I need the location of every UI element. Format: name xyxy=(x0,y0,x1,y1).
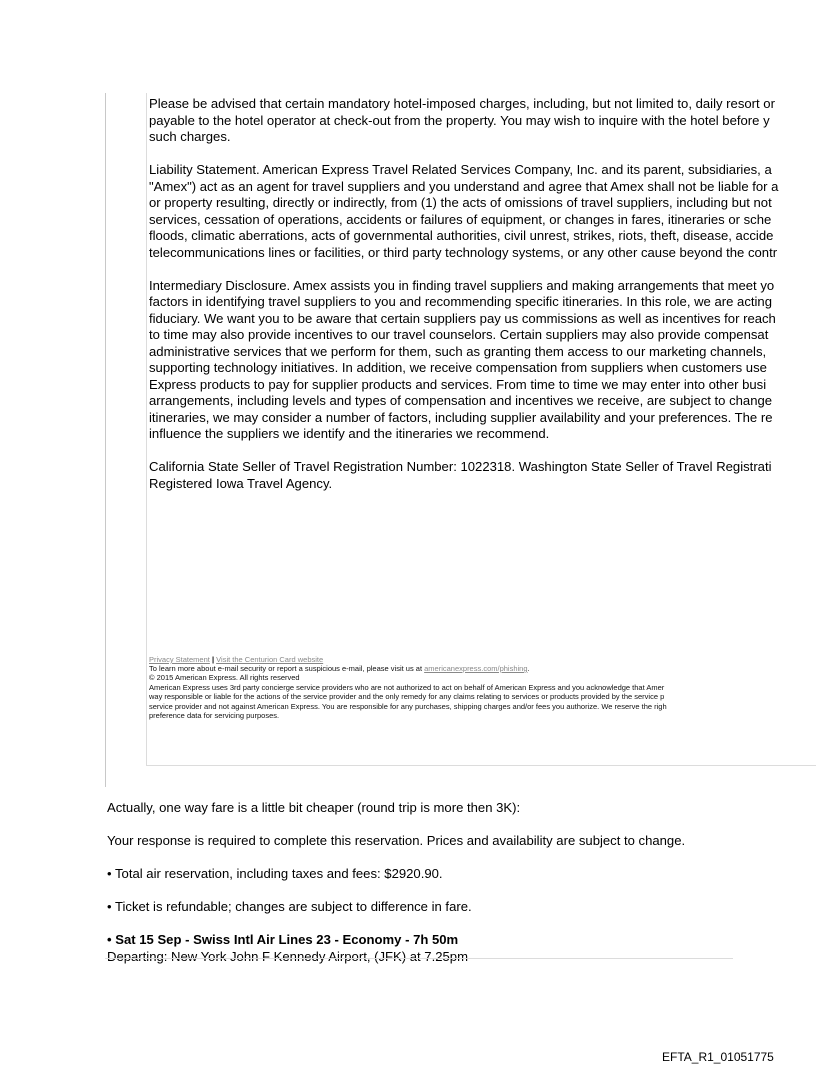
text-line: to time may also provide incentives to our travel counselors. Certain suppliers may also provide compensat xyxy=(149,327,769,342)
disclaimer-line: service provider and not against American Express. You are responsible for any purchases, shipping charges and/or fees you authorize. We reserve the righ xyxy=(149,701,667,711)
intermediary-paragraph xyxy=(149,278,816,443)
text-line: factors in identifying travel suppliers to you and recommending specific itineraries. In this role, we are acting xyxy=(149,294,772,309)
text-line: such charges. xyxy=(149,129,231,144)
departing-line: Departing: New York John F Kennedy Airport, (JFK) at 7.25pm xyxy=(107,948,468,964)
text-line: Express products to pay for supplier products and services. From time to time we may enter into other busi xyxy=(149,376,767,392)
link-separator: | xyxy=(211,655,215,664)
flight-title: • Sat 15 Sep - Swiss Intl Air Lines 23 - Economy - 7h 50m xyxy=(107,932,459,947)
text-line: or property resulting, directly or indirectly, from (1) the acts of omissions of travel suppliers, including but not xyxy=(149,195,772,210)
text-line: services, cessation of operations, accidents or failures of equipment, or changes in fares, itineraries or sche xyxy=(149,211,772,227)
text-line: Intermediary Disclosure. Amex assists you in finding travel suppliers and making arrangements that meet yo xyxy=(149,277,775,293)
reply-intro: Actually, one way fare is a little bit cheaper (round trip is more then 3K): xyxy=(107,800,521,815)
quoted-email xyxy=(146,93,816,766)
text-line: California State Seller of Travel Registration Number: 1022318. Washington State Seller of Travel Registrati xyxy=(149,459,772,474)
text-line: fiduciary. We want you to be aware that certain suppliers pay us commissions as well as incentives for reach xyxy=(149,310,776,326)
disclaimer-line: preference data for servicing purposes. xyxy=(149,711,280,721)
disclaimer-line: way responsible or liable for the actions of the service provider and the only remedy for any claims relating to services or products provided by the service p xyxy=(149,692,665,702)
text-line: Liability Statement. American Express Travel Related Services Company, Inc. and its parent, subsidiaries, a xyxy=(149,162,772,177)
reply-required-notice: Your response is required to complete this reservation. Prices and availability are subject to change. xyxy=(107,833,686,848)
security-notice xyxy=(149,664,816,673)
quote-rule-outer xyxy=(105,93,106,787)
security-text: To learn more about e-mail security or report a suspicious e-mail, please visit us at xyxy=(149,664,425,673)
text-line: supporting technology initiatives. In addition, we receive compensation from suppliers when customers use xyxy=(149,360,767,375)
text-line: arrangements, including levels and types of compensation and incentives we receive, are subject to change xyxy=(149,393,773,408)
centurion-card-link[interactable]: Visit the Centurion Card website xyxy=(216,655,324,664)
text-line: influence the suppliers we identify and the itineraries we recommend. xyxy=(149,426,550,441)
quoted-body xyxy=(149,96,816,509)
document-id: EFTA_R1_01051775 xyxy=(662,1050,774,1064)
security-end: . xyxy=(527,664,530,673)
text-line: Registered Iowa Travel Agency. xyxy=(149,475,333,491)
reply-body xyxy=(107,800,807,965)
privacy-statement-link[interactable]: Privacy Statement xyxy=(149,655,210,664)
text-line: telecommunications lines or facilities, or third party technology systems, or any other cause beyond the contr xyxy=(149,244,778,260)
text-line: administrative services that we perform for them, such as granting them access to our marketing channels, xyxy=(149,343,767,359)
disclaimer-line: American Express uses 3rd party concierge service providers who are not authorized to act on behalf of American Express and you acknowledge that Amer xyxy=(149,682,665,692)
refundable-bullet: • Ticket is refundable; changes are subject to difference in fare. xyxy=(107,899,472,914)
phishing-link[interactable]: americanexpress.com/phishing xyxy=(424,664,528,673)
hotel-charges-paragraph xyxy=(149,96,816,146)
bottom-divider xyxy=(105,958,733,959)
text-line: itineraries, we may consider a number of factors, including supplier availability and your preferences. The re xyxy=(149,409,773,425)
copyright-text: © 2015 American Express. All rights reserved xyxy=(149,673,300,683)
text-line: "Amex") act as an agent for travel suppliers and you understand and agree that Amex shall not be liable for a xyxy=(149,178,779,194)
text-line: floods, climatic aberrations, acts of governmental authorities, civil unrest, strikes, riots, theft, disease, accide xyxy=(149,228,774,243)
text-line: Please be advised that certain mandatory hotel-imposed charges, including, but not limited to, daily resort or xyxy=(149,96,775,111)
footer-links xyxy=(149,655,816,664)
liability-paragraph xyxy=(149,162,816,261)
email-footer xyxy=(149,655,816,720)
total-fare-bullet: • Total air reservation, including taxes and fees: $2920.90. xyxy=(107,866,443,881)
registration-paragraph xyxy=(149,459,816,492)
text-line: payable to the hotel operator at check-out from the property. You may wish to inquire with the hotel before y xyxy=(149,112,770,128)
